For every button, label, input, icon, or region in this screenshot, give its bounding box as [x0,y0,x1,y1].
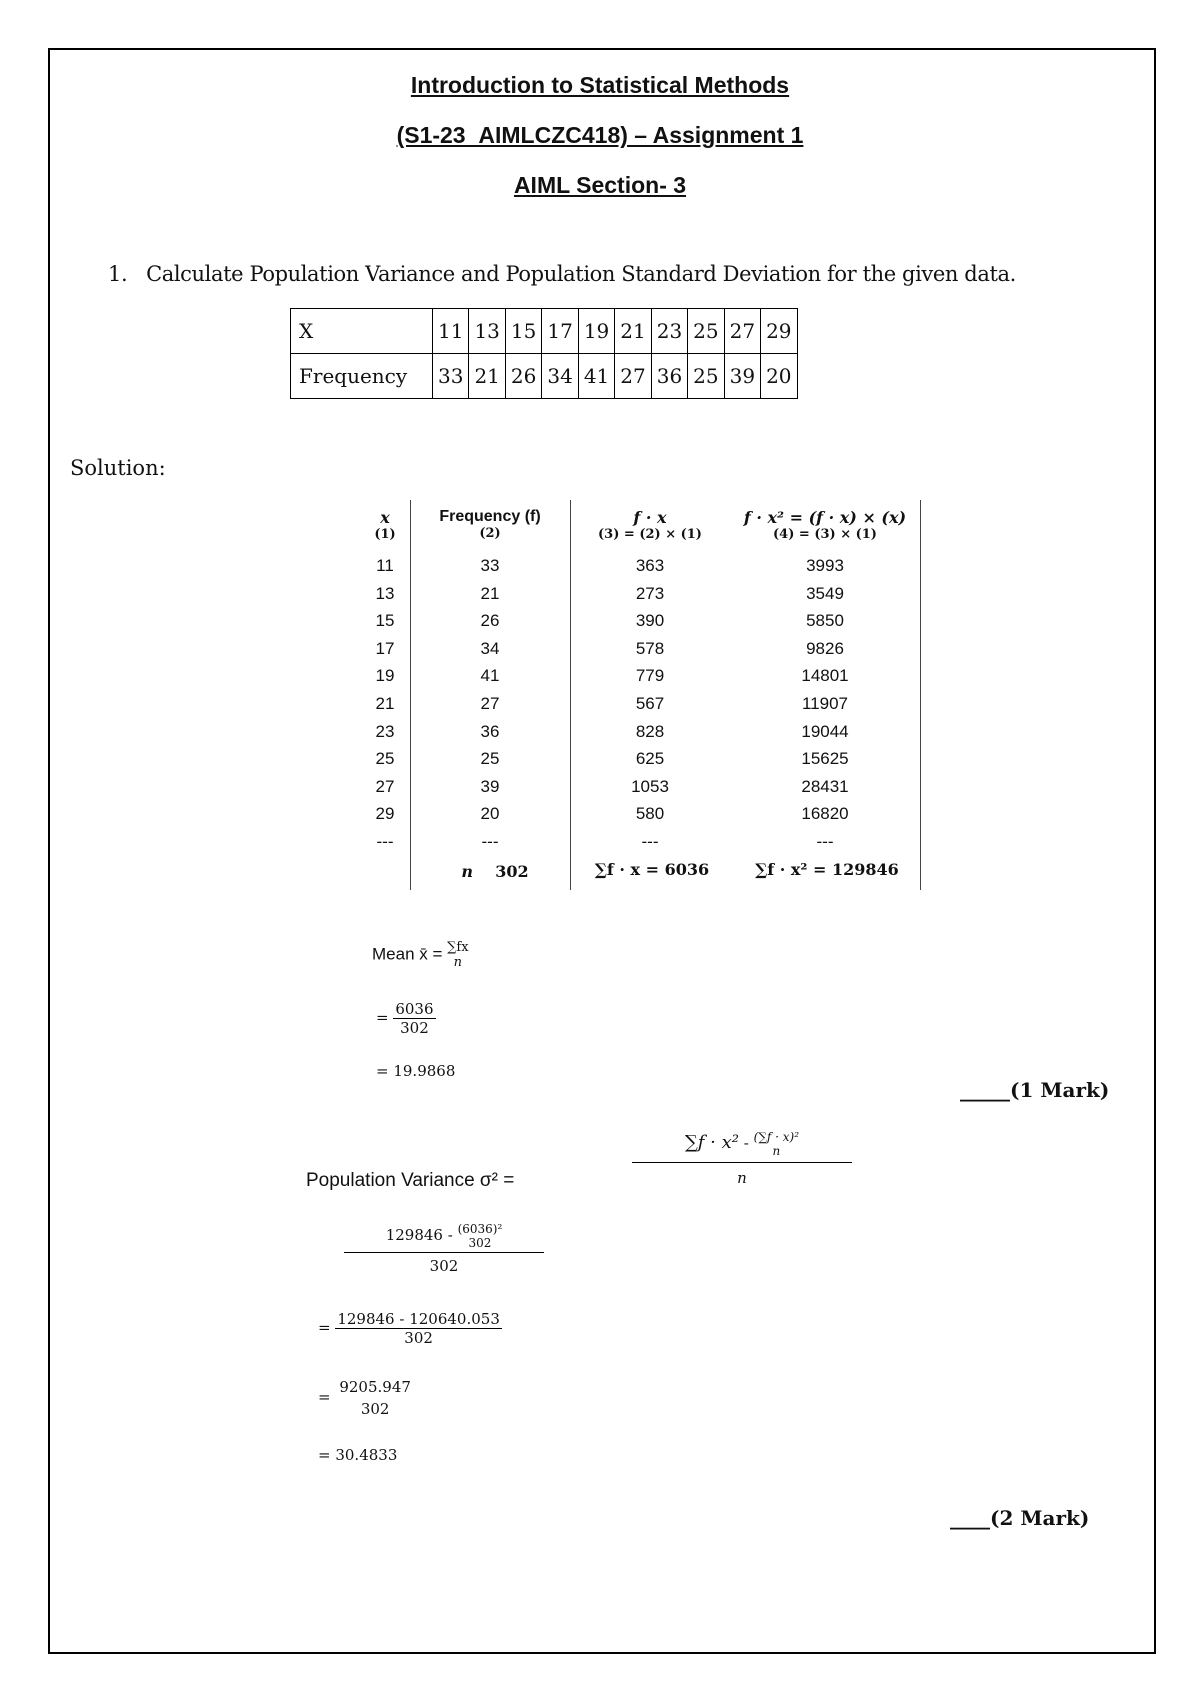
table-cell: 15625 [801,749,849,769]
x-value: 23 [651,309,687,354]
variance-step-3-fraction [335,1378,415,1418]
variance-step-1 [344,1222,544,1275]
variance-step-3-numerator: 9205.947 [339,1378,411,1396]
frequency-value: 34 [542,354,578,399]
step1-inner-denominator: 302 [468,1236,492,1250]
col-x [360,508,410,542]
table-cell: 828 [635,721,665,741]
step1-inner-fraction [458,1222,503,1250]
x-value: 29 [761,309,797,354]
col-subheader: (4) = (3) × (1) [773,527,877,542]
variance-formula-denominator: n [737,1169,747,1187]
col-header: f · x [633,508,667,527]
frequency-value: 27 [615,354,651,399]
total-sum-fx: ∑f · x = 6036 [594,860,710,879]
col-header: x [380,508,390,527]
table-cell: 29 [375,804,395,824]
total-sum-fx2: ∑f · x² = 129846 [755,860,899,879]
frequency-value: 25 [688,354,724,399]
table-cell: 17 [375,638,395,658]
x-row [291,309,798,354]
table-cell: 363 [635,556,665,575]
mean-fraction-numerator: ∑fx [447,940,469,955]
total-n [420,862,570,881]
table-cell: 3993 [806,556,844,575]
x-value: 17 [542,309,578,354]
table-cell: 21 [480,583,500,603]
col-subheader: (2) [479,526,501,541]
variance-step-1-numerator [344,1222,544,1253]
table-cell: 9826 [806,638,844,658]
inner-fraction [754,1130,799,1158]
question-text: Calculate Population Variance and Population Standard Deviation for the given data. [146,262,1016,286]
variance-label: Population Variance σ² = [306,1170,515,1191]
mean-result: = 19.9868 [376,1062,456,1080]
table-cell: 1053 [631,776,669,796]
mean-formula [372,940,469,970]
frequency-value: 20 [761,354,797,399]
variance-step-1-denominator: 302 [429,1257,459,1275]
table-cell: --- [816,832,834,851]
frequency-value: 36 [651,354,687,399]
table-cell: 567 [635,694,665,713]
table-cell: 19044 [801,721,849,741]
table-cell: --- [641,832,659,851]
mean-step-numerator: 6036 [395,1000,434,1018]
table-cell: 11 [376,556,394,575]
table-cell: 27 [375,776,395,796]
row-label-frequency: Frequency [291,354,433,399]
n-label: n [461,862,473,881]
table-cell: 33 [480,556,500,575]
col-fx2 [725,508,925,542]
table-cell: 19 [375,666,395,686]
table-cell: 21 [375,694,395,713]
minus-sign: - [743,1134,749,1152]
variance-formula [632,1130,852,1187]
mean-step-fraction [393,1000,435,1037]
table-cell: 36 [480,721,500,741]
x-value: 19 [578,309,614,354]
table-cell: 5850 [806,611,844,631]
solution-label: Solution: [70,456,166,480]
x-value: 11 [433,309,469,354]
table-cell: 625 [635,749,665,769]
inner-denominator: n [772,1144,781,1158]
x-value: 27 [724,309,760,354]
col-subheader: (3) = (2) × (1) [598,527,702,542]
col-fx [570,508,730,542]
table-cell: 26 [480,611,500,631]
x-value: 15 [505,309,541,354]
table-cell: 28431 [801,776,849,796]
variance-step-3-denominator: 302 [360,1400,390,1418]
frequency-value: 39 [724,354,760,399]
question-number: 1. [108,262,128,286]
course-code: (S1-23_AIMLCZC418) – Assignment 1 [396,122,804,148]
mean-label: Mean x̄ = [372,944,443,964]
sum-fx2: ∑f · x² [684,1132,739,1153]
table-cell: 3549 [806,583,844,603]
table-cell: 41 [480,666,500,686]
table-cell: 34 [480,638,500,658]
table-cell: 14801 [801,666,849,686]
variance-step-2-denominator: 302 [404,1329,433,1347]
mark-2: ____(2 Mark) [950,1506,1090,1530]
table-cell: 390 [635,611,665,631]
variance-step-2-numerator: 129846 - 120640.053 [337,1310,500,1328]
frequency-row [291,354,798,399]
table-cell: --- [376,832,394,851]
table-cell: 16820 [801,804,849,824]
variance-step-3: = 9205.947 302 [318,1378,415,1418]
variance-step-2: = $\frac{129846 - 120640.053}{302}$ [318,1310,500,1347]
table-cell: 580 [635,804,665,824]
x-value: 21 [615,309,651,354]
table-cell: 23 [375,721,395,741]
row-label-x: X [291,309,433,354]
n-value: 302 [495,862,529,881]
section-title: AIML Section- 3 [513,172,687,198]
table-cell: 39 [480,776,500,796]
table-cell: 25 [375,749,395,769]
table-cell: 15 [375,611,395,631]
variance-step-2-fraction [335,1310,502,1347]
x-value: 25 [688,309,724,354]
table-cell: 11907 [801,694,848,713]
frequency-value: 41 [578,354,614,399]
inner-numerator: (∑f · x)² [753,1130,800,1144]
col-frequency [410,508,570,541]
table-cell: 779 [635,666,665,686]
col-header: Frequency (f) [439,508,541,525]
table-cell: --- [481,832,499,851]
mean-fraction-denominator: n [453,955,463,970]
frequency-value: 21 [469,354,505,399]
mean-step-denominator: 302 [400,1019,429,1037]
given-data-table [290,308,798,399]
table-cell: 578 [635,638,665,658]
mean-step-1: = $\frac{6036}{302}$ [376,1000,434,1037]
table-cell: 25 [480,749,500,769]
variance-result: = 30.4833 [318,1446,398,1464]
step1-inner-numerator: (6036)² [457,1222,503,1236]
mean-fraction [447,940,468,970]
table-cell: 273 [635,583,665,603]
x-value: 13 [469,309,505,354]
table-cell: 27 [480,694,500,713]
table-cell: 13 [375,583,395,603]
question-1 [108,262,1016,286]
variance-formula-numerator [632,1130,852,1163]
frequency-value: 33 [433,354,469,399]
col-header: f · x² = (f · x) × (x) [743,508,907,527]
document-title: Introduction to Statistical Methods [410,72,790,98]
col-subheader: (1) [374,527,396,542]
frequency-value: 26 [505,354,541,399]
mark-1: _____(1 Mark) [960,1078,1110,1102]
step1-term: 129846 - [385,1226,453,1244]
table-cell: 20 [480,804,500,824]
